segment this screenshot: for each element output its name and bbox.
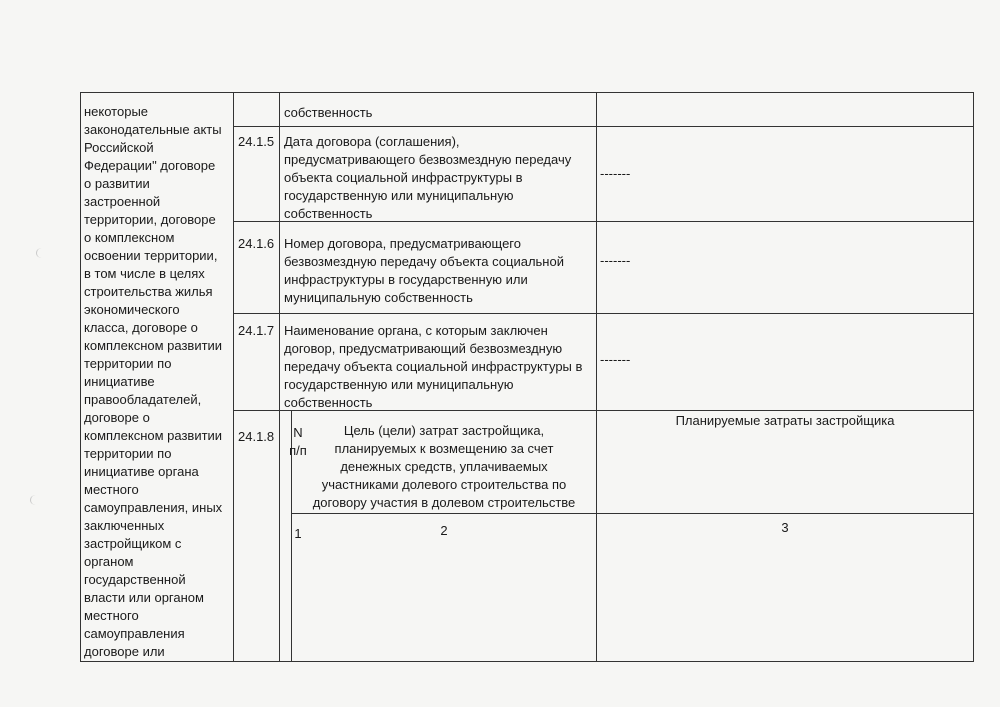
goal-header: участниками долевого строительства по [321, 477, 567, 492]
left-column-line: комплексном развитии [84, 338, 223, 353]
row-number: 24.1.6 [238, 236, 275, 251]
n-pp-header: N [293, 425, 303, 440]
goal-header: денежных средств, уплачиваемых [340, 459, 548, 474]
column-index: 2 [440, 523, 448, 538]
row-description: собственность [284, 206, 373, 221]
row-value: ------- [600, 253, 631, 268]
column-index: 3 [781, 520, 789, 535]
left-column-line: некоторые [84, 104, 149, 119]
left-column-line: государственной [84, 572, 186, 587]
left-column-line: комплексном развитии [84, 428, 223, 443]
left-column-line: договоре или [84, 644, 165, 659]
left-column-line: инициативе органа [84, 464, 199, 479]
punch-hole-mark [36, 248, 47, 258]
left-column-line: застроенной [84, 194, 161, 209]
left-column-line: застройщиком с [84, 536, 182, 551]
row-number: 24.1.5 [238, 134, 275, 149]
left-column-line: о развитии [84, 176, 150, 191]
row-description: передачу объекта социальной инфраструктуры в [284, 359, 583, 374]
left-column-line: местного [84, 482, 139, 497]
left-column-line: самоуправления, иных [84, 500, 223, 515]
row-description: собственность [284, 105, 373, 120]
goal-header: планируемых к возмещению за счет [334, 441, 554, 456]
left-column-line: территории, договоре [84, 212, 216, 227]
left-column-line: строительства жилья [84, 284, 213, 299]
planned-costs-header: Планируемые затраты застройщика [675, 413, 895, 428]
left-column-line: Федерации" договоре [84, 158, 216, 173]
goal-header: Цель (цели) затрат застройщика, [343, 423, 545, 438]
registry-table [80, 92, 974, 662]
left-column-line: инициативе [84, 374, 155, 389]
row-description: инфраструктуры в государственную или [284, 272, 528, 287]
left-column-line: экономического [84, 302, 180, 317]
row-value: ------- [600, 166, 631, 181]
row-description: договор, предусматривающий безвозмездную [284, 341, 563, 356]
row-description: предусматривающего безвозмездную передачу [284, 152, 572, 167]
row-description: безвозмездную передачу объекта социальной [284, 254, 564, 269]
row-description: объекта социальной инфраструктуры в [284, 170, 523, 185]
left-column-line: класса, договоре о [84, 320, 198, 335]
row-description: государственную или муниципальную [284, 188, 514, 203]
left-column-line: договоре о [84, 410, 150, 425]
row-value: ------- [600, 352, 631, 367]
left-column-line: законодательные акты [84, 122, 222, 137]
row-description: Дата договора (соглашения), [284, 134, 460, 149]
left-column-line: освоении территории, [84, 248, 218, 263]
left-column-line: заключенных [84, 518, 165, 533]
row-description: муниципальную собственность [284, 290, 473, 305]
left-column-line: территории по [84, 356, 172, 371]
n-pp-header: п/п [289, 443, 307, 458]
row-description: собственность [284, 395, 373, 410]
left-column-line: Российской [84, 140, 154, 155]
left-column-line: в том числе в целях [84, 266, 205, 281]
left-column-line: о комплексном [84, 230, 175, 245]
row-description: государственную или муниципальную [284, 377, 514, 392]
row-description: Номер договора, предусматривающего [284, 236, 521, 251]
goal-header: договору участия в долевом строительстве [312, 495, 576, 510]
left-column-line: территории по [84, 446, 172, 461]
left-column-line: правообладателей, [84, 392, 202, 407]
row-number: 24.1.7 [238, 323, 275, 338]
punch-hole-mark [30, 495, 41, 505]
left-column-line: власти или органом [84, 590, 204, 605]
left-column-line: местного [84, 608, 139, 623]
column-index: 1 [294, 526, 302, 541]
row-description: Наименование органа, с которым заключен [284, 323, 548, 338]
row-number: 24.1.8 [238, 429, 275, 444]
left-column-line: органом [84, 554, 134, 569]
left-column-line: самоуправления [84, 626, 185, 641]
